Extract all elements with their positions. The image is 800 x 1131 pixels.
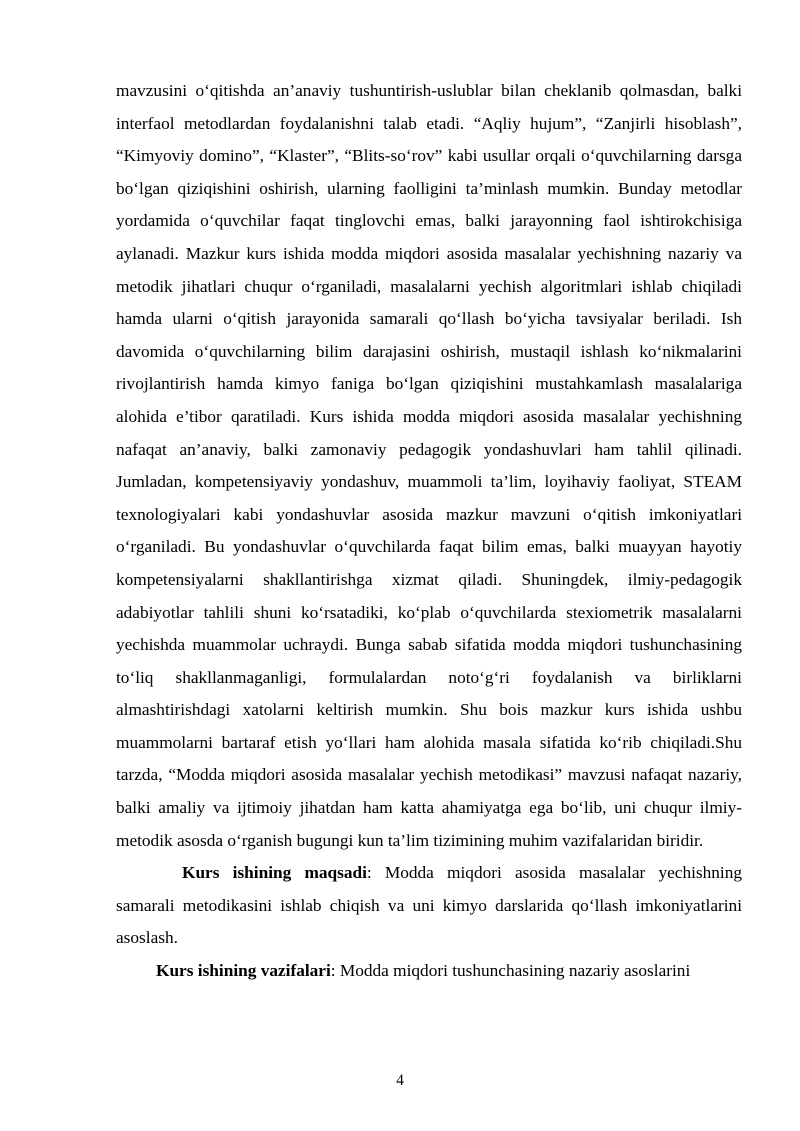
page-number: 4 (396, 1072, 404, 1089)
aim-text: : Modda miqdori asosida masalalar yechishning samarali metodikasini ishlab chiqish va uni kimyo darslarida qo‘llash imkoniyatlarini asoslash. (116, 863, 742, 948)
body-paragraph: mavzusini o‘qitishda an’anaviy tushuntirish-uslublar bilan cheklanib qolmasdan, balki interfaol metodlardan foydalanishni talab etadi. “Aqliy hujum”, “Zanjirli hisoblash”, “Kimyoviy domino”, “Klaster”, “Blits-so‘rov” kabi usullar orqali o‘quvchilarning darsga bo‘lgan qiziqishini oshirish, ularning faolligini ta’minlash mumkin. Bunday metodlar yordamida o‘quvchilar faqat tinglovchi emas, balki jarayonning faol ishtirokchisiga aylanadi. Mazkur kurs ishida modda miqdori asosida masalalar yechishning nazariy va metodik jihatlari chuqur o‘rganiladi, masalalarni yechish algoritmlari ishlab chiqiladi hamda ularni o‘qitish jarayonida samarali qo‘llash bo‘yicha tavsiyalar beriladi. Ish davomida o‘quvchilarning bilim darajasini oshirish, mustaqil ishlash ko‘nikmalarini rivojlantirish hamda kimyo faniga bo‘lgan qiziqishini mustahkamlash masalalariga alohida e’tibor qaratiladi. Kurs ishida modda miqdori asosida masalalar yechishning nafaqat an’anaviy, balki zamonaviy pedagogik yondashuvlari ham tahlil qilinadi. Jumladan, kompetensiyaviy yondashuv, muammoli ta’lim, loyihaviy faoliyat, STEAM texnologiyalari kabi yondashuvlar asosida mazkur mavzuni o‘qitish imkoniyatlari o‘rganiladi. Bu yondashuvlar o‘quvchilarda faqat bilim emas, balki muayyan hayotiy kompetensiyalarni shakllantirishga xizmat qiladi. Shuningdek, ilmiy-pedagogik adabiyotlar tahlili shuni ko‘rsatadiki, ko‘plab o‘quvchilarda stexiometrik masalalarni yechishda muammolar uchraydi. Bunga sabab sifatida modda miqdori tushunchasining to‘liq shakllanmaganligi, formulalardan noto‘g‘ri foydalanish va birliklarni almashtirishdagi xatolarni keltirish mumkin. Shu bois mazkur kurs ishida ushbu muammolarni bartaraf etish yo‘llari ham alohida masala sifatida ko‘rib chiqiladi.Shu tarzda, “Modda miqdori asosida masalalar yechish metodikasi” mavzusi nafaqat nazariy, balki amaliy va ijtimoiy jihatdan ham katta ahamiyatga ega bo‘lib, uni chuqur ilmiy-metodik asosda o‘rganish bugungi kun ta’lim tizimining muhim vazifalaridan biridir. (116, 81, 742, 850)
tasks-paragraph (116, 955, 742, 988)
tasks-text: : Modda miqdori tushunchasining nazariy asoslarini (330, 961, 691, 981)
aim-paragraph (116, 857, 742, 955)
tasks-label: Kurs ishining vazifalari (156, 961, 331, 981)
aim-label: Kurs ishining maqsadi (182, 863, 367, 883)
text-block (116, 75, 742, 988)
